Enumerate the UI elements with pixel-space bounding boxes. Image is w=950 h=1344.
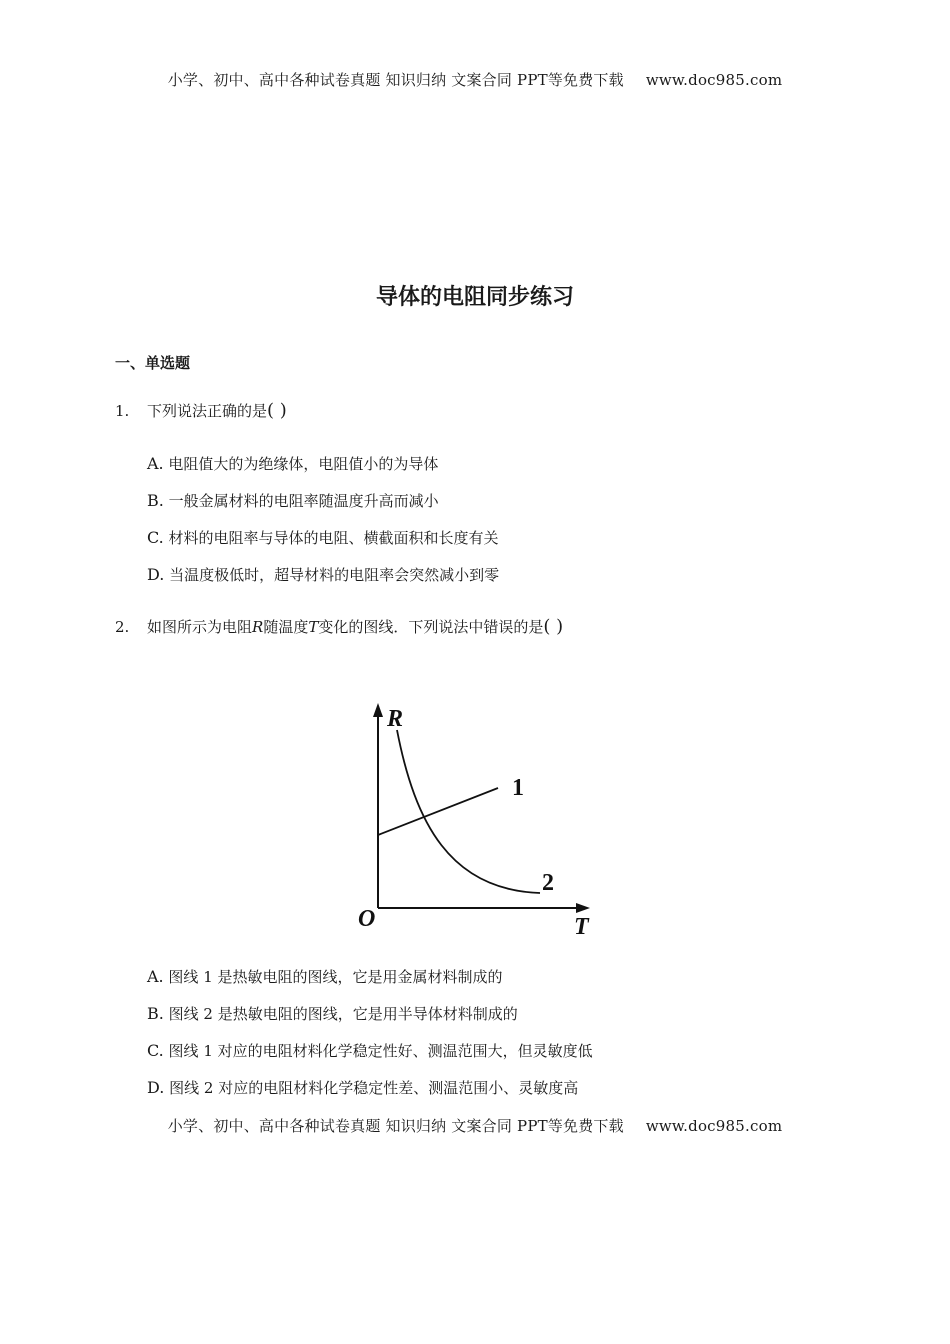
- y-axis-label: R: [387, 706, 404, 732]
- page-header: [0, 69, 950, 90]
- option-text: 图线 1 是热敏电阻的图线，它是用金属材料制成的: [168, 968, 503, 986]
- line-1-label: 1: [512, 775, 524, 801]
- option-text: 一般金属材料的电阻率随温度升高而减小: [168, 492, 439, 510]
- question-2-option-d: [147, 1077, 578, 1098]
- option-label: A.: [147, 967, 164, 986]
- question-2-option-c: [147, 1040, 593, 1061]
- question-2-option-b: [147, 1003, 518, 1024]
- question-1-option-b: [147, 490, 439, 511]
- x-axis-label: T: [574, 914, 589, 940]
- x-axis-arrow: [576, 903, 590, 913]
- header-text: 小学、初中、高中各种试卷真题 知识归纳 文案合同 PPT等免费下载: [167, 71, 624, 89]
- question-1-text: [147, 400, 287, 421]
- resistance-temperature-graph: [350, 698, 610, 943]
- origin-label: O: [358, 906, 376, 932]
- option-text: 图线 1 对应的电阻材料化学稳定性好、测温范围大，但灵敏度低: [168, 1042, 593, 1060]
- option-label: C.: [147, 528, 164, 547]
- question-2-number: 2.: [115, 618, 130, 636]
- y-axis-arrow: [373, 703, 383, 717]
- header-site: www.doc985.com: [645, 71, 783, 89]
- option-label: D.: [147, 1078, 165, 1097]
- page-footer: [0, 1115, 950, 1136]
- question-1-stem: 下列说法正确的是: [147, 402, 268, 420]
- option-text: 图线 2 对应的电阻材料化学稳定性差、测温范围小、灵敏度高: [169, 1079, 579, 1097]
- answer-blank: ( ): [543, 616, 564, 637]
- question-1-option-d: [147, 564, 499, 585]
- question-1-option-c: [147, 527, 499, 548]
- curve-2-label: 2: [542, 870, 554, 896]
- graph-curve-2: [397, 730, 540, 893]
- question-2-stem-b: 随温度: [263, 618, 309, 636]
- question-1-option-a: [147, 453, 438, 474]
- question-2-stem-a: 如图所示为电阻: [147, 618, 253, 636]
- answer-blank: ( ): [267, 400, 287, 421]
- option-text: 电阻值大的为绝缘体，电阻值小的为导体: [168, 455, 439, 473]
- option-label: B.: [147, 491, 164, 510]
- option-text: 当温度极低时，超导材料的电阻率会突然减小到零: [169, 566, 500, 584]
- footer-site: www.doc985.com: [645, 1117, 783, 1135]
- option-text: 材料的电阻率与导体的电阻、横截面积和长度有关: [168, 529, 499, 547]
- question-2-text: [147, 616, 563, 637]
- section-heading: 一、单选题: [115, 354, 191, 372]
- question-1-number: 1.: [115, 402, 130, 420]
- option-label: B.: [147, 1004, 164, 1023]
- graph-line-1: [378, 788, 498, 835]
- option-label: D.: [147, 565, 165, 584]
- option-text: 图线 2 是热敏电阻的图线，它是用半导体材料制成的: [168, 1005, 518, 1023]
- option-label: C.: [147, 1041, 164, 1060]
- question-2-option-a: [147, 966, 503, 987]
- variable-t: T: [308, 618, 319, 636]
- question-2-stem-c: 变化的图线．下列说法中错误的是: [318, 618, 544, 636]
- document-title: 导体的电阻同步练习: [375, 285, 574, 310]
- variable-r: R: [252, 618, 264, 636]
- option-label: A.: [147, 454, 164, 473]
- footer-text: 小学、初中、高中各种试卷真题 知识归纳 文案合同 PPT等免费下载: [167, 1117, 624, 1135]
